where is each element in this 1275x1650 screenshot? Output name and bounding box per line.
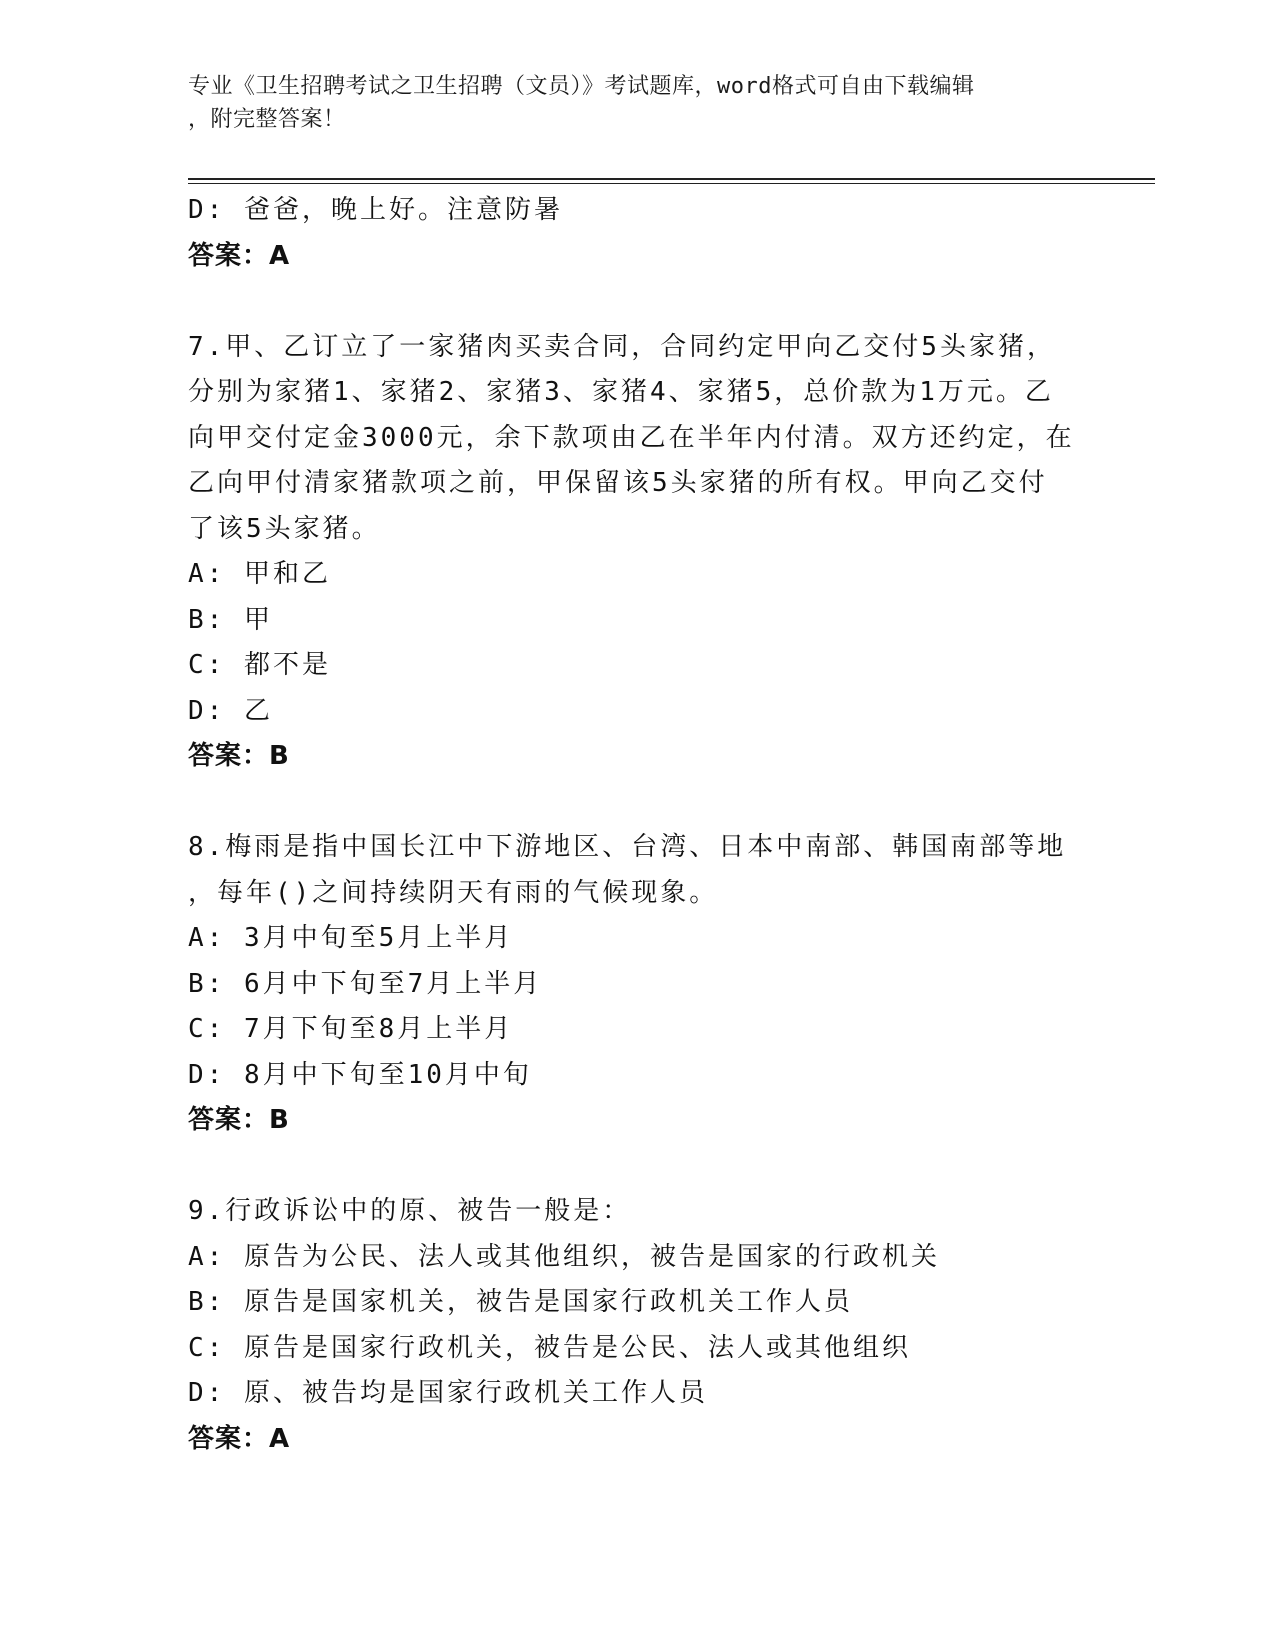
question-text-line: 乙向甲付清家猪款项之前，甲保留该5头家猪的所有权。甲向乙交付 — [188, 468, 1048, 498]
question-text — [188, 325, 1088, 553]
question-7 — [188, 325, 1088, 780]
question-text — [188, 1189, 1088, 1235]
prev-option-d: D: 爸爸，晚上好。注意防暑 — [188, 195, 563, 225]
header-line-1: 专业《卫生招聘考试之卫生招聘（文员）》考试题库，word格式可自由下载编辑 — [188, 74, 975, 99]
question-text-line: 7.甲、乙订立了一家猪肉买卖合同，合同约定甲向乙交付5头家猪， — [188, 331, 1056, 362]
document-body — [188, 188, 1088, 1462]
option-b: B: 甲 — [188, 604, 273, 635]
question-text-line: ，每年()之间持续阴天有雨的气候现象。 — [188, 877, 719, 908]
question-text-line: 8.梅雨是指中国长江中下游地区、台湾、日本中南部、韩国南部等地 — [188, 832, 1067, 862]
header-line-2: ，附完整答案！ — [188, 107, 346, 132]
answer: 答案：B — [188, 741, 290, 771]
header-divider-thick — [188, 178, 1155, 180]
question-text-line: 分别为家猪1、家猪2、家猪3、家猪4、家猪5，总价款为1万元。乙 — [188, 377, 1054, 407]
document-header — [188, 70, 1078, 136]
option-b: B: 6月中下旬至7月上半月 — [188, 968, 543, 999]
option-b: B: 原告是国家机关，被告是国家行政机关工作人员 — [188, 1287, 853, 1317]
option-a: A: 3月中旬至5月上半月 — [188, 923, 514, 953]
spacer — [188, 279, 1088, 325]
option-d: D: 原、被告均是国家行政机关工作人员 — [188, 1378, 708, 1408]
prev-answer: 答案：A — [188, 240, 291, 271]
spacer — [188, 1144, 1088, 1190]
option-a: A: 原告为公民、法人或其他组织，被告是国家的行政机关 — [188, 1241, 940, 1272]
option-c: C: 7月下旬至8月上半月 — [188, 1014, 514, 1044]
option-d: D: 乙 — [188, 695, 273, 726]
answer: 答案：A — [188, 1423, 291, 1454]
question-text-line: 9.行政诉讼中的原、被告一般是： — [188, 1196, 632, 1226]
answer: 答案：B — [188, 1105, 290, 1135]
option-d: D: 8月中下旬至10月中旬 — [188, 1059, 532, 1090]
question-text — [188, 825, 1088, 916]
question-text-line: 了该5头家猪。 — [188, 513, 381, 544]
option-c: C: 都不是 — [188, 650, 331, 680]
question-8 — [188, 825, 1088, 1144]
option-c: C: 原告是国家行政机关，被告是公民、法人或其他组织 — [188, 1332, 911, 1363]
question-9 — [188, 1189, 1088, 1462]
header-divider-thin — [188, 183, 1155, 184]
option-a: A: 甲和乙 — [188, 559, 331, 589]
question-text-line: 向甲交付定金3000元，余下款项由乙在半年内付清。双方还约定，在 — [188, 422, 1075, 453]
spacer — [188, 780, 1088, 826]
